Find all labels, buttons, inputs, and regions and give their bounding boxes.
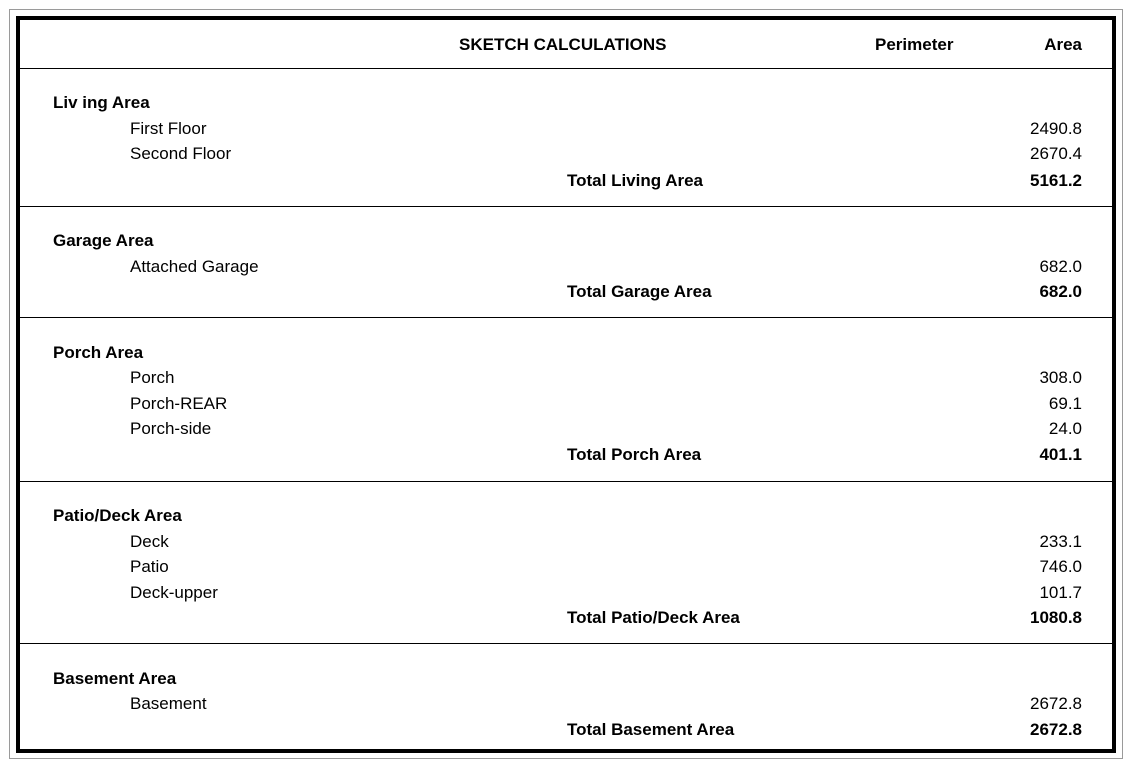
total-area: 682.0 (1039, 282, 1082, 301)
section-title-row (20, 506, 1112, 528)
item-row (20, 694, 1112, 716)
sketch-calculations-report (16, 16, 1116, 753)
item-row (20, 257, 1112, 279)
section-garage-area (20, 207, 1112, 318)
section-title-row (20, 231, 1112, 253)
total-area: 5161.2 (1030, 171, 1082, 190)
item-label: Porch (130, 368, 175, 387)
total-row (20, 608, 1112, 630)
item-area: 2670.4 (1030, 144, 1082, 163)
section-basement-area (20, 644, 1112, 749)
item-row (20, 557, 1112, 579)
section-title: Garage Area (53, 231, 154, 250)
item-label: First Floor (130, 119, 207, 138)
section-title: Patio/Deck Area (53, 506, 182, 525)
item-label: Deck-upper (130, 583, 218, 602)
item-area: 2672.8 (1030, 694, 1082, 713)
item-row (20, 419, 1112, 441)
item-label: Attached Garage (130, 257, 259, 276)
item-area: 233.1 (1039, 532, 1082, 551)
total-label: Total Garage Area (567, 282, 712, 301)
total-label: Total Patio/Deck Area (567, 608, 740, 627)
total-label: Total Basement Area (567, 720, 735, 739)
item-area: 101.7 (1039, 583, 1082, 602)
total-area: 1080.8 (1030, 608, 1082, 627)
item-row (20, 394, 1112, 416)
report-title: SKETCH CALCULATIONS (459, 35, 667, 54)
item-area: 69.1 (1048, 394, 1082, 413)
section-title: Basement Area (53, 669, 177, 688)
total-area: 2672.8 (1030, 720, 1082, 739)
total-row (20, 720, 1112, 742)
section-title: Porch Area (53, 343, 144, 362)
item-label: Basement (130, 694, 207, 713)
item-row (20, 583, 1112, 605)
item-row (20, 144, 1112, 166)
item-area: 682.0 (1039, 257, 1082, 276)
total-row (20, 171, 1112, 193)
item-label: Second Floor (130, 144, 232, 163)
item-label: Porch-REAR (130, 394, 228, 413)
item-area: 746.0 (1039, 557, 1082, 576)
section-title-row (20, 93, 1112, 115)
section-porch-area (20, 318, 1112, 482)
item-row (20, 119, 1112, 141)
item-area: 2490.8 (1030, 119, 1082, 138)
total-label: Total Living Area (567, 171, 704, 190)
section-patio-deck-area (20, 482, 1112, 644)
item-label: Patio (130, 557, 169, 576)
area-column-header: Area (1044, 35, 1082, 54)
item-row (20, 532, 1112, 554)
section-title: Liv ing Area (53, 93, 150, 112)
item-label: Deck (130, 532, 169, 551)
total-row (20, 282, 1112, 304)
perimeter-column-header: Perimeter (875, 35, 954, 54)
section-title-row (20, 669, 1112, 691)
total-row (20, 445, 1112, 467)
item-area: 308.0 (1039, 368, 1082, 387)
item-label: Porch-side (130, 419, 212, 438)
total-area: 401.1 (1039, 445, 1082, 464)
total-label: Total Porch Area (567, 445, 702, 464)
section-title-row (20, 343, 1112, 365)
item-row (20, 368, 1112, 390)
item-area: 24.0 (1048, 419, 1082, 438)
section-living-area (20, 69, 1112, 207)
report-header (20, 20, 1112, 69)
